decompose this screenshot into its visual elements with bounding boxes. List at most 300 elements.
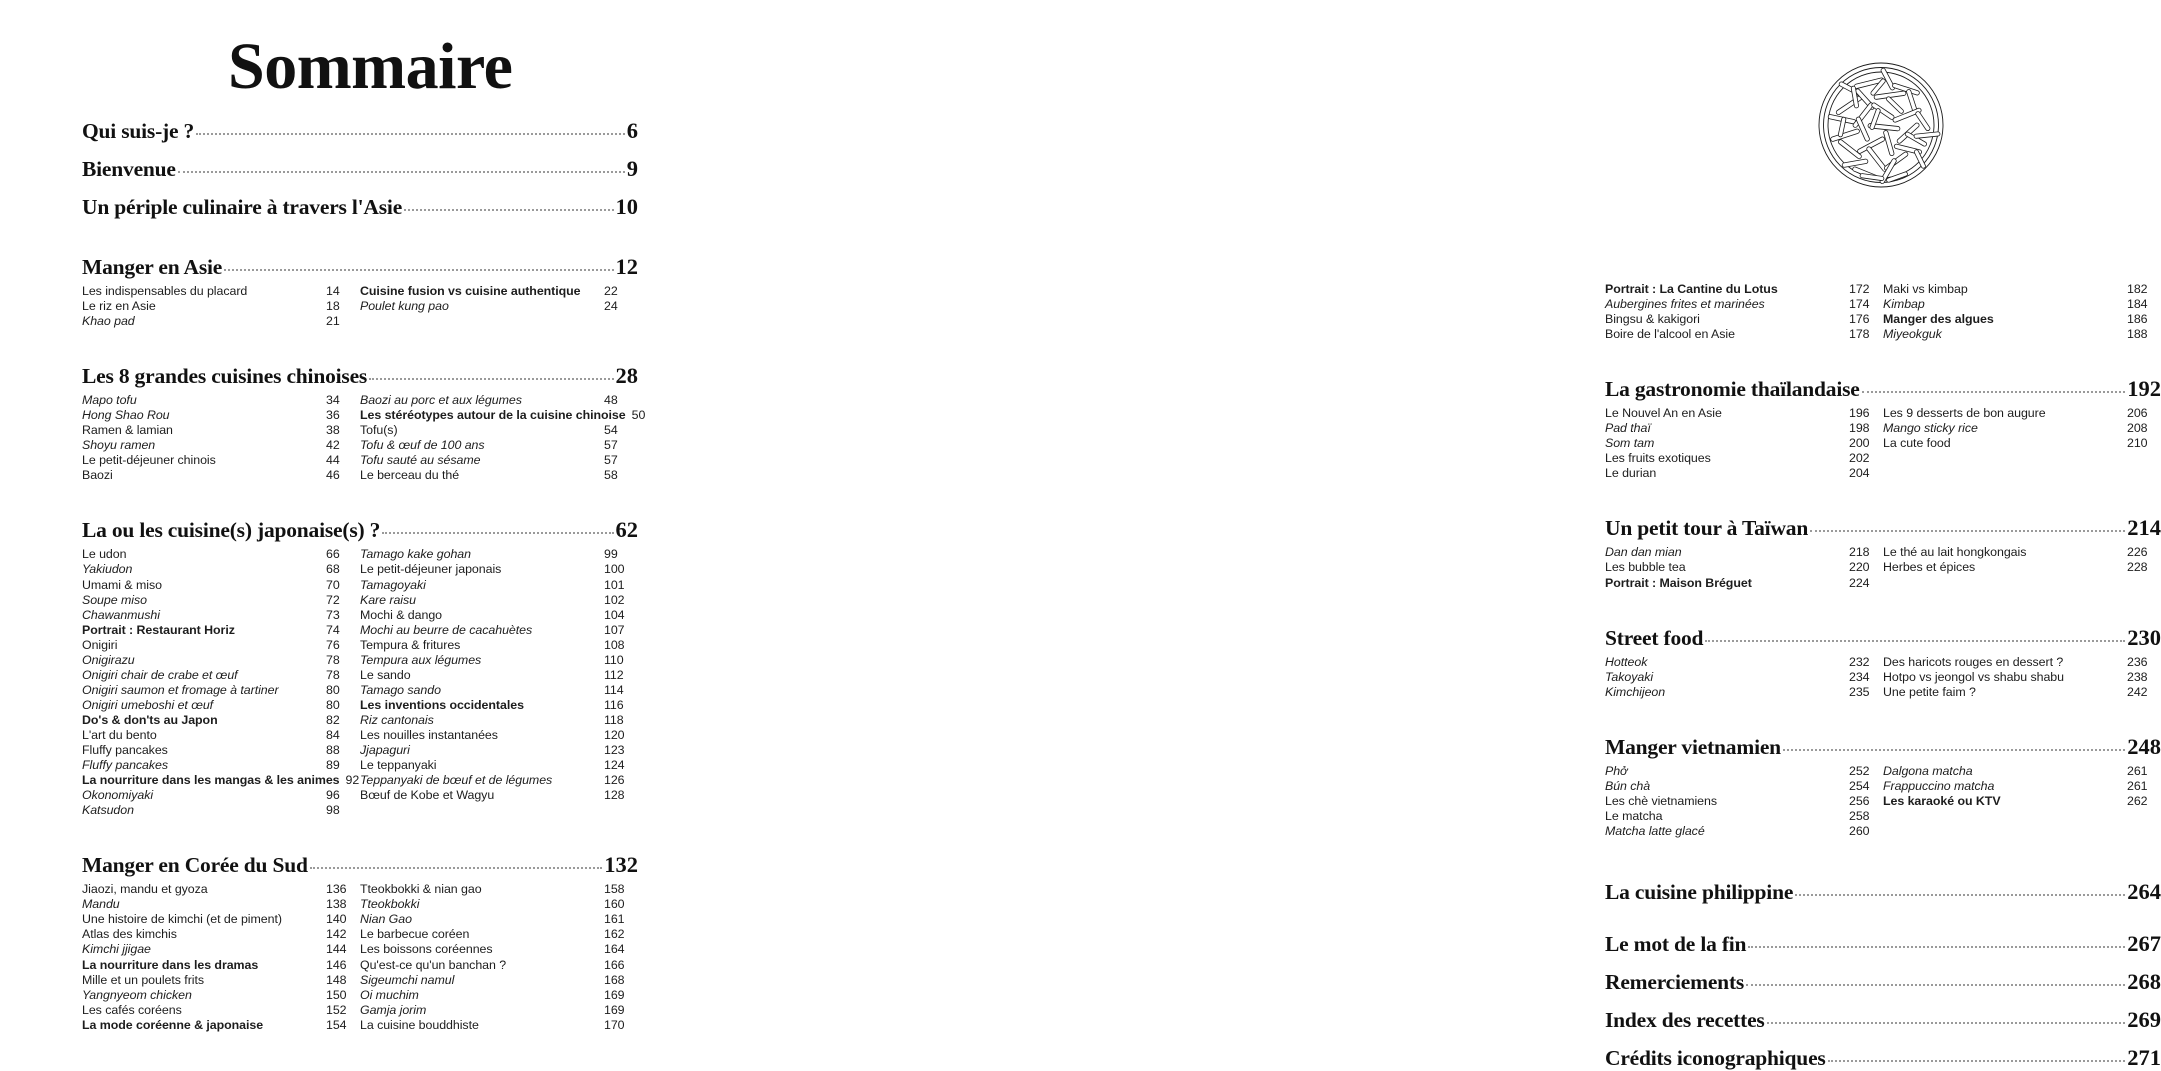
toc-entry-page-number: 101 (604, 577, 625, 592)
toc-entry-label: Mandu (82, 897, 120, 912)
toc-entry[interactable] (360, 912, 638, 927)
toc-entry[interactable] (1883, 655, 2161, 670)
leader-dots (224, 269, 613, 271)
toc-entry[interactable] (82, 728, 360, 743)
toc-entry[interactable] (1605, 451, 1883, 466)
toc-entry-label: Teppanyaki de bœuf et de légumes (360, 773, 553, 788)
toc-entry-page-number: 68 (326, 562, 340, 577)
section-heading-label: Manger en Corée du Sud (82, 853, 308, 878)
toc-entry-label: Une petite faim ? (1883, 684, 1976, 699)
toc-section-heading-manger-en-asie[interactable] (82, 254, 638, 280)
toc-entry-page-number: 44 (326, 453, 340, 468)
noodle-bowl-illustration (1818, 57, 1946, 193)
toc-entry-label: Le udon (82, 547, 127, 562)
toc-entry-page-number: 46 (326, 468, 340, 483)
toc-entry[interactable] (360, 423, 638, 438)
toc-entry[interactable] (1883, 282, 2161, 297)
toc-entry-label: Manger des algues (1883, 312, 1994, 327)
toc-entry[interactable] (82, 468, 360, 483)
toc-entry[interactable] (1605, 312, 1883, 327)
toc-entry-label: Shoyu ramen (82, 438, 156, 453)
toc-entry[interactable] (1883, 764, 2161, 779)
toc-entry-page-number: 208 (2127, 421, 2148, 436)
toc-entry-page-number: 108 (604, 637, 625, 652)
toc-entry-column (1883, 282, 2161, 342)
toc-entry-label: Jiaozi, mandu et gyoza (82, 882, 208, 897)
leader-dots (404, 209, 613, 211)
toc-entries-group (1605, 545, 2161, 590)
toc-entry[interactable] (82, 438, 360, 453)
toc-entry[interactable] (1605, 655, 1883, 670)
toc-entry-page-number: 72 (326, 592, 340, 607)
toc-entry[interactable] (82, 1003, 360, 1018)
toc-entry[interactable] (360, 653, 638, 668)
toc-entry-label: Les inventions occidentales (360, 697, 524, 712)
toc-entry[interactable] (1883, 670, 2161, 685)
toc-entry-label: Tofu(s) (360, 423, 398, 438)
toc-entry[interactable] (82, 547, 360, 562)
toc-entry[interactable] (1883, 794, 2161, 809)
section-heading-page-number: 10 (615, 194, 638, 219)
toc-entry[interactable] (1605, 282, 1883, 297)
toc-entry-label: Khao pad (82, 314, 135, 329)
toc-entry[interactable] (82, 578, 360, 593)
toc-entry-page-number: 158 (604, 882, 625, 897)
toc-entry-page-number: 66 (326, 547, 340, 562)
toc-entry[interactable] (360, 728, 638, 743)
toc-entry-page-number: 126 (604, 773, 625, 788)
toc-entry-label: Onigiri saumon et fromage à tartiner (82, 682, 279, 697)
toc-entry-column (82, 284, 360, 329)
toc-entry[interactable] (360, 438, 638, 453)
section-heading-page-number: 264 (2127, 878, 2161, 904)
toc-entry-label: Les indispensables du placard (82, 284, 248, 298)
toc-entry[interactable] (82, 773, 360, 788)
toc-entry[interactable] (360, 942, 638, 957)
section-heading-label: Index des recettes (1605, 1007, 1765, 1032)
toc-entry-label: Atlas des kimchis (82, 927, 177, 942)
toc-entry[interactable] (82, 593, 360, 608)
toc-section-heading-index-des-recettes[interactable] (1605, 1007, 2161, 1033)
toc-entry-page-number: 178 (1849, 327, 1870, 342)
toc-entry-label: Le matcha (1605, 808, 1663, 823)
toc-entry-label: Le Nouvel An en Asie (1605, 406, 1722, 421)
toc-entry[interactable] (82, 958, 360, 973)
toc-entry[interactable] (1883, 545, 2161, 560)
toc-entry[interactable] (1883, 312, 2161, 327)
toc-entry[interactable] (360, 882, 638, 897)
leader-dots (1767, 1022, 2126, 1024)
toc-entry-label: Portrait : La Cantine du Lotus (1605, 282, 1778, 296)
toc-entry-page-number: 148 (326, 972, 347, 987)
toc-entry-page-number: 186 (2127, 312, 2148, 327)
toc-entry-column (1883, 406, 2161, 481)
toc-section-heading-bienvenue[interactable] (82, 156, 638, 182)
toc-entry-page-number: 124 (604, 758, 625, 773)
leader-dots (310, 867, 603, 869)
toc-entry-page-number: 76 (326, 637, 340, 652)
toc-entry[interactable] (360, 468, 638, 483)
toc-entry-label: Les boissons coréennes (360, 942, 493, 957)
right-page-content (1605, 278, 2161, 1071)
toc-entry[interactable] (82, 314, 360, 329)
toc-entry-label: Portrait : Restaurant Horiz (82, 622, 235, 637)
toc-entry-column (1883, 655, 2161, 700)
toc-section-heading-la-ou-les-cuisine-s-japonaise-s[interactable] (82, 517, 638, 543)
toc-entry[interactable] (1605, 809, 1883, 824)
toc-entry-label: La cute food (1883, 436, 1951, 451)
toc-entry-page-number: 80 (326, 682, 340, 697)
spacer (82, 329, 638, 363)
toc-entry[interactable] (1605, 545, 1883, 560)
toc-entry-column (360, 882, 638, 1032)
toc-entry[interactable] (1605, 327, 1883, 342)
toc-entry[interactable] (1605, 466, 1883, 481)
toc-entry[interactable] (360, 578, 638, 593)
spacer (82, 818, 638, 852)
toc-entry-label: Dan dan mian (1605, 545, 1682, 560)
toc-entry-label: Fluffy pancakes (82, 758, 169, 773)
section-heading-page-number: 6 (626, 118, 638, 143)
toc-entry[interactable] (82, 698, 360, 713)
toc-entry[interactable] (1605, 824, 1883, 839)
toc-entry[interactable] (1883, 421, 2161, 436)
toc-entry-page-number: 262 (2127, 793, 2148, 808)
toc-section-heading-le-mot-de-la-fin[interactable] (1605, 931, 2161, 957)
toc-entry[interactable] (82, 284, 360, 299)
toc-entry[interactable] (1605, 685, 1883, 700)
toc-entry[interactable] (360, 393, 638, 408)
toc-entry-page-number: 150 (326, 987, 347, 1002)
toc-section-heading-un-periple-culinaire-a-travers-l-asie[interactable] (82, 194, 638, 220)
toc-entry-page-number: 166 (604, 957, 625, 972)
toc-entry[interactable] (360, 638, 638, 653)
toc-entry-label: Poulet kung pao (360, 299, 449, 314)
toc-entry-column (82, 393, 360, 483)
toc-entry[interactable] (360, 758, 638, 773)
toc-entry[interactable] (82, 912, 360, 927)
toc-entry[interactable] (360, 408, 646, 423)
toc-entry[interactable] (1605, 436, 1883, 451)
toc-entry-page-number: 202 (1849, 451, 1870, 466)
toc-entry[interactable] (1883, 560, 2161, 575)
toc-entry-label: Frappuccino matcha (1883, 778, 1995, 793)
toc-entry[interactable] (360, 299, 638, 314)
toc-entry[interactable] (82, 423, 360, 438)
toc-entry[interactable] (360, 593, 638, 608)
toc-entry[interactable] (360, 988, 638, 1003)
section-heading-label: La gastronomie thaïlandaise (1605, 377, 1860, 402)
toc-entry[interactable] (360, 623, 638, 638)
toc-entry-label: Tamago sando (360, 682, 441, 697)
section-heading-page-number: 248 (2127, 733, 2161, 759)
toc-entry[interactable] (360, 773, 638, 788)
toc-entry-label: Mapo tofu (82, 393, 137, 408)
toc-entry-label: Les cafés coréens (82, 1002, 182, 1017)
toc-entry[interactable] (360, 743, 638, 758)
toc-entry-label: L'art du bento (82, 727, 157, 742)
toc-entry[interactable] (1605, 779, 1883, 794)
toc-entry[interactable] (82, 942, 360, 957)
toc-entry[interactable] (1605, 670, 1883, 685)
toc-entry-page-number: 261 (2127, 778, 2148, 793)
toc-entry-label: Mochi au beurre de cacahuètes (360, 622, 533, 637)
section-heading-page-number: 268 (2127, 968, 2161, 994)
toc-entry[interactable] (1605, 421, 1883, 436)
toc-entry-label: Boire de l'alcool en Asie (1605, 327, 1735, 342)
spacer (1605, 342, 2161, 376)
toc-entry-label: Maki vs kimbap (1883, 282, 1968, 296)
toc-entry-label: Hotpo vs jeongol vs shabu shabu (1883, 669, 2064, 684)
toc-entry[interactable] (82, 608, 360, 623)
toc-entry-label: Le teppanyaki (360, 758, 437, 773)
spacer (1605, 591, 2161, 625)
toc-entry[interactable] (1883, 297, 2161, 312)
toc-entry[interactable] (360, 284, 638, 299)
toc-entry[interactable] (82, 623, 360, 638)
toc-entry-page-number: 220 (1849, 560, 1870, 575)
section-heading-label: Manger en Asie (82, 255, 223, 279)
toc-entry[interactable] (360, 713, 638, 728)
toc-section-heading-qui-suis-je[interactable] (82, 118, 638, 144)
toc-entry[interactable] (82, 758, 360, 773)
toc-entry[interactable] (82, 713, 360, 728)
toc-entry[interactable] (82, 453, 360, 468)
toc-entry-page-number: 54 (604, 423, 618, 438)
toc-entry[interactable] (1605, 406, 1883, 421)
toc-entry[interactable] (82, 973, 360, 988)
toc-section-heading-manger-en-coree-du-sud[interactable] (82, 852, 638, 878)
toc-entry[interactable] (82, 897, 360, 912)
toc-entry-label: Le barbecue coréen (360, 927, 470, 942)
toc-entry-page-number: 206 (2127, 406, 2148, 421)
section-heading-page-number: 9 (626, 156, 638, 181)
leader-dots (1746, 984, 2125, 986)
toc-entry-page-number: 164 (604, 942, 625, 957)
toc-entry[interactable] (1883, 327, 2161, 342)
toc-entry[interactable] (360, 973, 638, 988)
toc-entry[interactable] (82, 803, 360, 818)
toc-entry-page-number: 107 (604, 622, 625, 637)
toc-entry[interactable] (1883, 436, 2161, 451)
toc-entry-label: La cuisine bouddhiste (360, 1017, 479, 1032)
toc-entry[interactable] (82, 988, 360, 1003)
toc-section-heading-street-food[interactable] (1605, 625, 2161, 651)
toc-entry-label: Tamagoyaki (360, 577, 426, 592)
leader-dots (1795, 894, 2125, 896)
toc-entry-label: Mango sticky rice (1883, 421, 1978, 436)
toc-entry[interactable] (82, 653, 360, 668)
toc-entry-page-number: 58 (604, 468, 618, 483)
toc-entry-page-number: 78 (326, 652, 340, 667)
toc-entry-label: Les fruits exotiques (1605, 451, 1711, 466)
toc-entry-page-number: 228 (2127, 560, 2148, 575)
toc-entry-page-number: 161 (604, 912, 625, 927)
toc-entry-page-number: 162 (604, 927, 625, 942)
toc-entry-page-number: 123 (604, 743, 625, 758)
leader-dots (1748, 946, 2125, 948)
toc-entry[interactable] (1605, 560, 1883, 575)
toc-entry[interactable] (82, 882, 360, 897)
toc-entry-label: Hotteok (1605, 654, 1648, 669)
toc-entry-page-number: 242 (2127, 684, 2148, 699)
toc-entry-page-number: 89 (326, 758, 340, 773)
toc-entry-page-number: 70 (326, 577, 340, 592)
toc-entry-page-number: 152 (326, 1002, 347, 1017)
toc-entry-page-number: 226 (2127, 545, 2148, 560)
toc-entry-label: Bingsu & kakigori (1605, 312, 1700, 327)
top-level-entries-list (82, 118, 638, 220)
toc-entry-label: Baozi (82, 468, 113, 483)
toc-section-heading-la-gastronomie-thailandaise[interactable] (1605, 376, 2161, 402)
toc-entry[interactable] (82, 788, 360, 803)
toc-entry-label: Jjapaguri (360, 743, 410, 758)
spacer (1605, 905, 2161, 931)
toc-entry-page-number: 232 (1849, 654, 1870, 669)
toc-entry[interactable] (82, 638, 360, 653)
toc-entry-label: Tofu & œuf de 100 ans (360, 438, 485, 453)
toc-entry-page-number: 238 (2127, 669, 2148, 684)
toc-entry[interactable] (360, 927, 638, 942)
toc-entry-label: Soupe miso (82, 592, 147, 607)
toc-entry[interactable] (360, 1018, 638, 1033)
left-sections-list (82, 220, 646, 1033)
toc-entry-page-number: 24 (604, 299, 618, 314)
toc-entry[interactable] (1883, 406, 2161, 421)
section-heading-page-number: 132 (604, 852, 638, 878)
toc-entry-page-number: 42 (326, 438, 340, 453)
toc-entry-page-number: 224 (1849, 575, 1870, 590)
toc-entry-label: Kare raisu (360, 592, 416, 607)
toc-entry-label: Tteokbokki (360, 897, 420, 912)
toc-entry-label: Le petit-déjeuner chinois (82, 453, 216, 468)
toc-entry[interactable] (360, 698, 638, 713)
toc-entry[interactable] (360, 547, 638, 562)
toc-entry-column (82, 882, 360, 1032)
spacer (1605, 957, 2161, 969)
toc-entry-page-number: 84 (326, 727, 340, 742)
toc-entry-page-number: 102 (604, 592, 625, 607)
toc-entry-page-number: 114 (604, 682, 624, 697)
toc-entry-page-number: 196 (1849, 406, 1870, 421)
toc-entry[interactable] (1605, 576, 1883, 591)
toc-entries-group (1605, 764, 2161, 839)
toc-entry-page-number: 169 (604, 987, 625, 1002)
toc-entry[interactable] (82, 562, 360, 577)
toc-section-heading-un-petit-tour-a-taiwan[interactable] (1605, 515, 2161, 541)
toc-entry-label: Som tam (1605, 436, 1655, 451)
toc-entry-label: Les bubble tea (1605, 560, 1686, 575)
section-heading-label: Crédits iconographiques (1605, 1045, 1826, 1070)
toc-entry-page-number: 258 (1849, 808, 1870, 823)
toc-entry-label: Umami & miso (82, 577, 162, 592)
toc-entry-page-number: 118 (604, 712, 624, 727)
toc-entry-column (1883, 545, 2161, 590)
toc-entry-label: Chawanmushi (82, 607, 160, 622)
toc-entries-group (82, 393, 646, 483)
toc-entry[interactable] (1883, 685, 2161, 700)
toc-entry-label: Ramen & lamian (82, 423, 173, 438)
toc-entry-label: Dalgona matcha (1883, 763, 1973, 778)
section-heading-label: Street food (1605, 625, 1704, 650)
toc-entry-label: Phở (1605, 763, 1628, 778)
toc-entry-page-number: 254 (1849, 778, 1870, 793)
toc-section-heading-credits-iconographiques[interactable] (1605, 1045, 2161, 1071)
toc-entry-column (1605, 764, 1883, 839)
toc-entry[interactable] (82, 927, 360, 942)
toc-entry-page-number: 112 (604, 667, 624, 682)
toc-entry[interactable] (360, 788, 638, 803)
toc-section-heading-remerciements[interactable] (1605, 969, 2161, 995)
toc-section-heading-les-8-grandes-cuisines-chinoises[interactable] (82, 363, 638, 389)
toc-entry[interactable] (1605, 297, 1883, 312)
toc-entry-page-number: 78 (326, 667, 340, 682)
left-page (0, 0, 750, 1046)
toc-entry[interactable] (360, 683, 638, 698)
toc-entry[interactable] (82, 393, 360, 408)
toc-entry[interactable] (360, 608, 638, 623)
toc-entry-page-number: 48 (604, 393, 618, 408)
toc-entry-page-number: 57 (604, 453, 618, 468)
toc-entry-label: Tempura & fritures (360, 637, 461, 652)
toc-entry-label: Le sando (360, 667, 411, 682)
toc-entry[interactable] (360, 958, 638, 973)
toc-entry-page-number: 21 (326, 314, 340, 329)
toc-section-heading-manger-vietnamien[interactable] (1605, 734, 2161, 760)
toc-entry-page-number: 14 (326, 284, 340, 298)
leader-dots (1828, 1060, 2126, 1062)
spacer (82, 144, 638, 156)
toc-entry-label: Okonomiyaki (82, 788, 154, 803)
toc-entry[interactable] (1605, 794, 1883, 809)
toc-entry-page-number: 36 (326, 408, 340, 423)
toc-entry-page-number: 182 (2127, 282, 2148, 296)
toc-entry[interactable] (360, 897, 638, 912)
toc-entry-page-number: 260 (1849, 823, 1870, 838)
toc-entry[interactable] (82, 683, 360, 698)
leader-dots (1783, 749, 2125, 751)
toc-entry[interactable] (1605, 764, 1883, 779)
toc-entry[interactable] (360, 1003, 638, 1018)
toc-section-heading-la-cuisine-philippine[interactable] (1605, 879, 2161, 905)
right-sections-list (1605, 342, 2161, 839)
toc-entry-label: Baozi au porc et aux légumes (360, 393, 522, 408)
toc-entry-label: La nourriture dans les mangas & les animes (82, 773, 340, 788)
toc-entry-page-number: 172 (1849, 282, 1870, 296)
toc-entry-label: Katsudon (82, 803, 134, 818)
toc-entry[interactable] (360, 668, 638, 683)
page-title: Sommaire (228, 30, 513, 103)
toc-entry-column (82, 547, 360, 818)
toc-entry-column (1605, 282, 1883, 342)
toc-entry-page-number: 256 (1849, 793, 1870, 808)
toc-entry[interactable] (82, 668, 360, 683)
toc-entry-page-number: 261 (2127, 763, 2148, 778)
toc-entry-label: Les chè vietnamiens (1605, 793, 1718, 808)
toc-entry-label: Herbes et épices (1883, 560, 1976, 575)
spacer (1605, 839, 2161, 879)
toc-entries-group (1605, 406, 2161, 481)
toc-entry[interactable] (82, 1018, 360, 1033)
toc-entry-page-number: 136 (326, 882, 347, 897)
toc-entry[interactable] (82, 743, 360, 758)
toc-entry[interactable] (82, 408, 360, 423)
section-heading-label: Les 8 grandes cuisines chinoises (82, 364, 368, 389)
toc-entry[interactable] (360, 453, 638, 468)
toc-entry[interactable] (360, 562, 638, 577)
toc-entry[interactable] (82, 299, 360, 314)
toc-entry[interactable] (1883, 779, 2161, 794)
